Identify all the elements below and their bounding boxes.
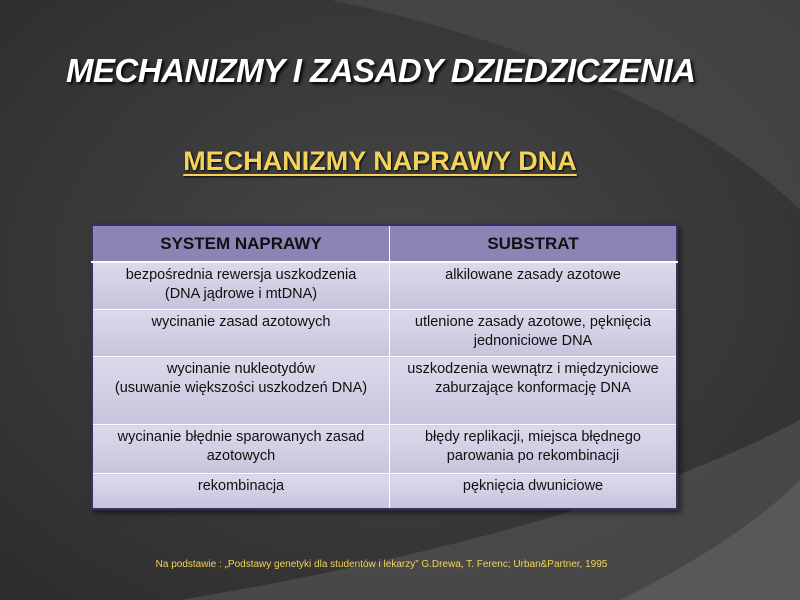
- cell-line: wycinanie nukleotydów: [166, 361, 316, 377]
- cell-substrate: [390, 310, 678, 357]
- cell-line: azotowych: [206, 448, 276, 464]
- cell-line: utlenione zasady azotowe, pęknięcia: [414, 314, 652, 330]
- table-row: [92, 262, 677, 310]
- cell-substrate: [390, 262, 678, 310]
- cell-line: (DNA jądrowe i mtDNA): [164, 286, 318, 302]
- cell-line: parowania po rekombinacji: [446, 448, 620, 464]
- cell-line: błędy replikacji, miejsca błędnego: [424, 429, 641, 445]
- cell-substrate: [390, 357, 678, 425]
- cell-substrate: [390, 425, 678, 474]
- cell-line: uszkodzenia wewnątrz i międzyniciowe: [407, 361, 659, 377]
- cell-system: [92, 474, 390, 510]
- slide-subtitle: MECHANIZMY NAPRAWY DNA: [183, 146, 577, 176]
- cell-system: [92, 310, 390, 357]
- table-row: [92, 357, 677, 425]
- cell-line: (usuwanie większości uszkodzeń DNA): [114, 380, 368, 396]
- header-system: SYSTEM NAPRAWY: [92, 225, 390, 262]
- cell-substrate: [390, 474, 678, 510]
- slide-title: MECHANIZMY I ZASADY DZIEDZICZENIA: [66, 52, 696, 89]
- header-substrate: SUBSTRAT: [390, 225, 678, 262]
- dna-repair-table: [91, 224, 678, 510]
- cell-line: zaburzające konformację DNA: [435, 380, 631, 396]
- table-row: [92, 425, 677, 474]
- cell-line: alkilowane zasady azotowe: [445, 267, 621, 283]
- cell-line: jednoniciowe DNA: [473, 333, 593, 349]
- cell-system: [92, 357, 390, 425]
- table-row: [92, 474, 677, 510]
- source-citation: Na podstawie : „Podstawy genetyki dla studentów i lekarzy” G.Drewa, T. Ferenc; Urban&Partner, 1995: [155, 559, 608, 570]
- table-row: [92, 310, 677, 357]
- cell-line: wycinanie zasad azotowych: [151, 314, 331, 330]
- table-header-row: [92, 225, 677, 262]
- cell-line: wycinanie błędnie sparowanych zasad: [117, 429, 365, 445]
- cell-system: [92, 425, 390, 474]
- cell-system: [92, 262, 390, 310]
- cell-line: bezpośrednia rewersja uszkodzenia: [125, 267, 357, 283]
- cell-line: pęknięcia dwuniciowe: [462, 478, 604, 494]
- cell-line: rekombinacja: [197, 478, 285, 494]
